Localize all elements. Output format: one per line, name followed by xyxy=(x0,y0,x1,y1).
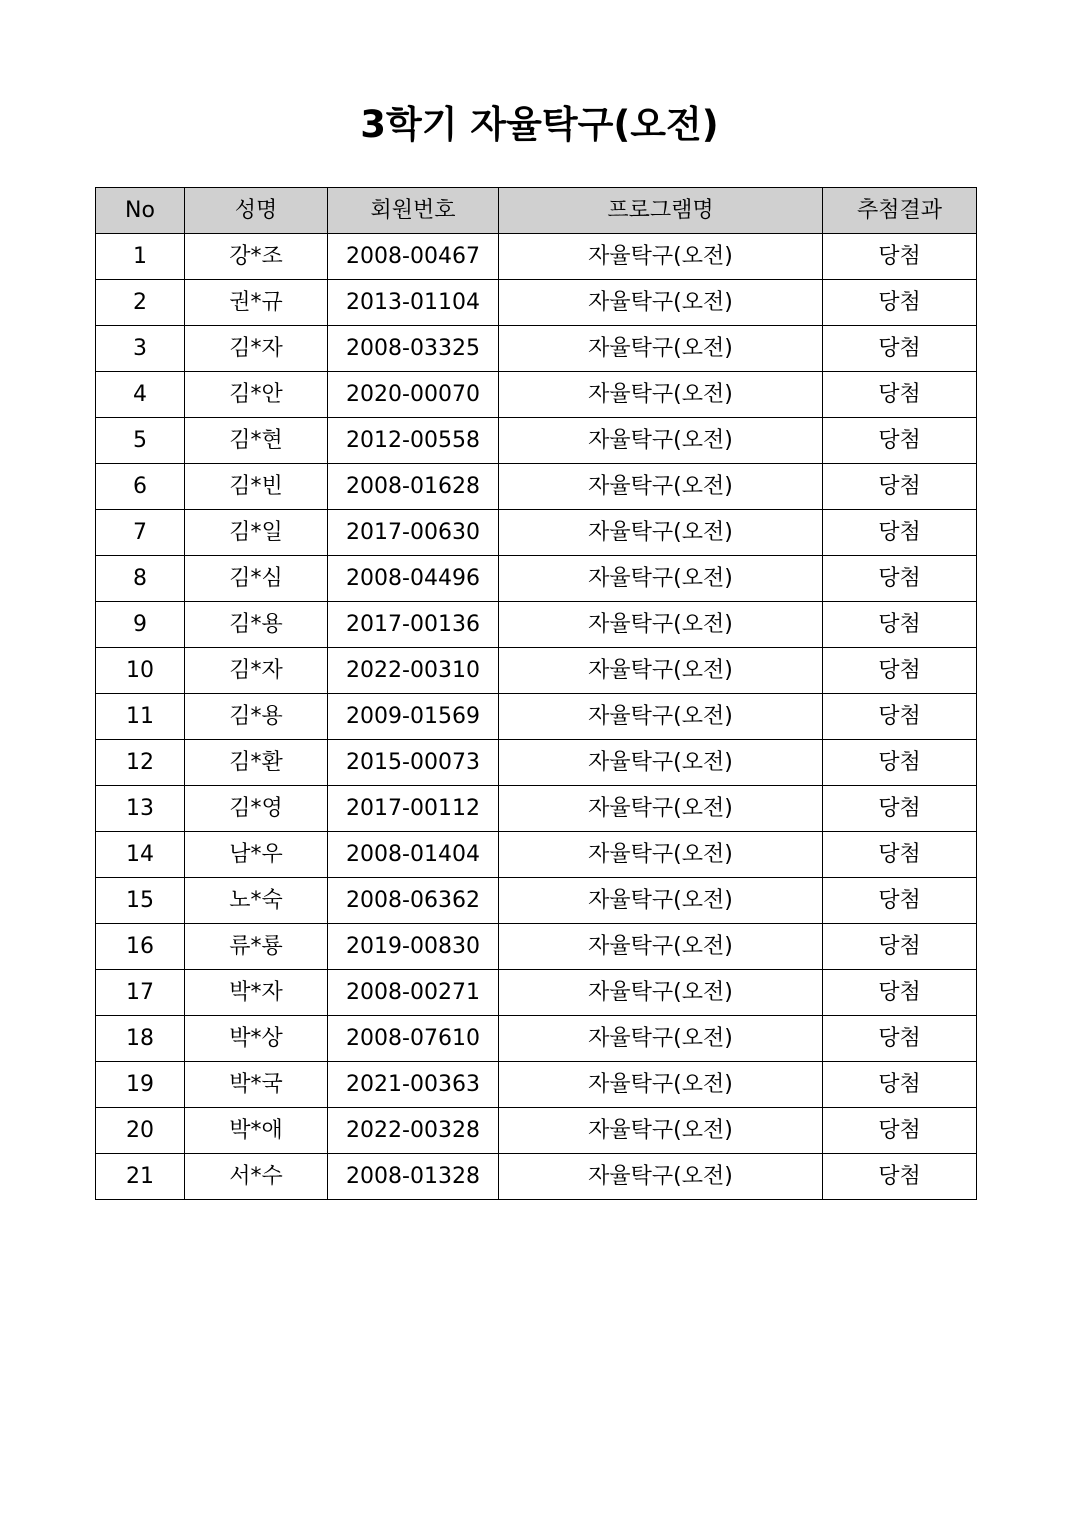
cell-program-name: 자율탁구(오전) xyxy=(499,556,823,602)
cell-member-number: 2022-00328 xyxy=(328,1108,499,1154)
cell-draw-result: 당첨 xyxy=(823,878,977,924)
cell-no: 20 xyxy=(96,1108,185,1154)
table-row xyxy=(96,694,977,740)
table-row xyxy=(96,1108,977,1154)
cell-name: 김*용 xyxy=(185,694,328,740)
cell-no: 13 xyxy=(96,786,185,832)
cell-name: 김*환 xyxy=(185,740,328,786)
cell-program-name: 자율탁구(오전) xyxy=(499,1016,823,1062)
table-row xyxy=(96,1154,977,1200)
cell-program-name: 자율탁구(오전) xyxy=(499,418,823,464)
header-member-number: 회원번호 xyxy=(328,188,499,234)
cell-member-number: 2015-00073 xyxy=(328,740,499,786)
table-row xyxy=(96,234,977,280)
cell-draw-result: 당첨 xyxy=(823,602,977,648)
cell-name: 김*안 xyxy=(185,372,328,418)
cell-member-number: 2008-03325 xyxy=(328,326,499,372)
cell-no: 5 xyxy=(96,418,185,464)
cell-no: 3 xyxy=(96,326,185,372)
cell-name: 노*숙 xyxy=(185,878,328,924)
cell-name: 박*국 xyxy=(185,1062,328,1108)
cell-name: 남*우 xyxy=(185,832,328,878)
table-row xyxy=(96,1062,977,1108)
cell-no: 7 xyxy=(96,510,185,556)
cell-draw-result: 당첨 xyxy=(823,556,977,602)
cell-program-name: 자율탁구(오전) xyxy=(499,372,823,418)
cell-program-name: 자율탁구(오전) xyxy=(499,234,823,280)
table-row xyxy=(96,740,977,786)
cell-program-name: 자율탁구(오전) xyxy=(499,924,823,970)
cell-name: 김*자 xyxy=(185,648,328,694)
cell-name: 권*규 xyxy=(185,280,328,326)
table-row xyxy=(96,970,977,1016)
cell-name: 서*수 xyxy=(185,1154,328,1200)
table-row xyxy=(96,786,977,832)
cell-no: 4 xyxy=(96,372,185,418)
cell-program-name: 자율탁구(오전) xyxy=(499,832,823,878)
cell-member-number: 2013-01104 xyxy=(328,280,499,326)
cell-member-number: 2012-00558 xyxy=(328,418,499,464)
cell-program-name: 자율탁구(오전) xyxy=(499,1108,823,1154)
cell-draw-result: 당첨 xyxy=(823,418,977,464)
table-row xyxy=(96,556,977,602)
cell-draw-result: 당첨 xyxy=(823,280,977,326)
cell-name: 류*룡 xyxy=(185,924,328,970)
cell-draw-result: 당첨 xyxy=(823,694,977,740)
cell-no: 1 xyxy=(96,234,185,280)
cell-member-number: 2017-00136 xyxy=(328,602,499,648)
header-no: No xyxy=(96,188,185,234)
cell-name: 김*영 xyxy=(185,786,328,832)
cell-no: 21 xyxy=(96,1154,185,1200)
cell-draw-result: 당첨 xyxy=(823,648,977,694)
cell-no: 19 xyxy=(96,1062,185,1108)
cell-draw-result: 당첨 xyxy=(823,832,977,878)
cell-name: 김*빈 xyxy=(185,464,328,510)
cell-name: 김*현 xyxy=(185,418,328,464)
cell-member-number: 2008-07610 xyxy=(328,1016,499,1062)
cell-draw-result: 당첨 xyxy=(823,1016,977,1062)
table-row xyxy=(96,326,977,372)
cell-draw-result: 당첨 xyxy=(823,234,977,280)
cell-no: 6 xyxy=(96,464,185,510)
table-row xyxy=(96,464,977,510)
cell-name: 김*일 xyxy=(185,510,328,556)
cell-no: 16 xyxy=(96,924,185,970)
cell-member-number: 2008-06362 xyxy=(328,878,499,924)
cell-draw-result: 당첨 xyxy=(823,924,977,970)
cell-program-name: 자율탁구(오전) xyxy=(499,878,823,924)
cell-member-number: 2008-04496 xyxy=(328,556,499,602)
cell-program-name: 자율탁구(오전) xyxy=(499,326,823,372)
cell-member-number: 2017-00112 xyxy=(328,786,499,832)
cell-member-number: 2019-00830 xyxy=(328,924,499,970)
cell-no: 14 xyxy=(96,832,185,878)
cell-member-number: 2008-01628 xyxy=(328,464,499,510)
cell-program-name: 자율탁구(오전) xyxy=(499,694,823,740)
cell-no: 8 xyxy=(96,556,185,602)
cell-member-number: 2021-00363 xyxy=(328,1062,499,1108)
cell-program-name: 자율탁구(오전) xyxy=(499,510,823,556)
cell-member-number: 2008-01404 xyxy=(328,832,499,878)
table-row xyxy=(96,510,977,556)
cell-no: 2 xyxy=(96,280,185,326)
cell-draw-result: 당첨 xyxy=(823,464,977,510)
cell-name: 김*자 xyxy=(185,326,328,372)
header-draw-result: 추첨결과 xyxy=(823,188,977,234)
cell-member-number: 2022-00310 xyxy=(328,648,499,694)
cell-draw-result: 당첨 xyxy=(823,372,977,418)
table-row xyxy=(96,832,977,878)
table-header-row xyxy=(96,188,977,234)
cell-no: 10 xyxy=(96,648,185,694)
cell-program-name: 자율탁구(오전) xyxy=(499,280,823,326)
cell-no: 12 xyxy=(96,740,185,786)
cell-draw-result: 당첨 xyxy=(823,740,977,786)
cell-member-number: 2008-01328 xyxy=(328,1154,499,1200)
cell-draw-result: 당첨 xyxy=(823,326,977,372)
cell-name: 박*상 xyxy=(185,1016,328,1062)
cell-program-name: 자율탁구(오전) xyxy=(499,464,823,510)
cell-name: 김*심 xyxy=(185,556,328,602)
cell-name: 김*용 xyxy=(185,602,328,648)
page-title: 3학기 자율탁구(오전) xyxy=(360,103,719,146)
cell-program-name: 자율탁구(오전) xyxy=(499,602,823,648)
cell-program-name: 자율탁구(오전) xyxy=(499,786,823,832)
lottery-result-table xyxy=(95,187,977,1200)
cell-member-number: 2008-00271 xyxy=(328,970,499,1016)
cell-draw-result: 당첨 xyxy=(823,1108,977,1154)
table-row xyxy=(96,280,977,326)
cell-draw-result: 당첨 xyxy=(823,970,977,1016)
cell-name: 박*자 xyxy=(185,970,328,1016)
cell-draw-result: 당첨 xyxy=(823,786,977,832)
cell-no: 9 xyxy=(96,602,185,648)
cell-draw-result: 당첨 xyxy=(823,1062,977,1108)
cell-program-name: 자율탁구(오전) xyxy=(499,1062,823,1108)
table-body xyxy=(96,234,977,1200)
cell-member-number: 2008-00467 xyxy=(328,234,499,280)
cell-draw-result: 당첨 xyxy=(823,1154,977,1200)
cell-program-name: 자율탁구(오전) xyxy=(499,970,823,1016)
table-row xyxy=(96,372,977,418)
table-row xyxy=(96,648,977,694)
cell-name: 강*조 xyxy=(185,234,328,280)
cell-no: 17 xyxy=(96,970,185,1016)
cell-program-name: 자율탁구(오전) xyxy=(499,648,823,694)
cell-member-number: 2017-00630 xyxy=(328,510,499,556)
cell-member-number: 2020-00070 xyxy=(328,372,499,418)
cell-no: 18 xyxy=(96,1016,185,1062)
table-row xyxy=(96,924,977,970)
cell-name: 박*애 xyxy=(185,1108,328,1154)
table-row xyxy=(96,1016,977,1062)
cell-program-name: 자율탁구(오전) xyxy=(499,1154,823,1200)
table-row xyxy=(96,602,977,648)
cell-no: 15 xyxy=(96,878,185,924)
table-row xyxy=(96,878,977,924)
cell-draw-result: 당첨 xyxy=(823,510,977,556)
cell-member-number: 2009-01569 xyxy=(328,694,499,740)
cell-no: 11 xyxy=(96,694,185,740)
cell-program-name: 자율탁구(오전) xyxy=(499,740,823,786)
header-program-name: 프로그램명 xyxy=(499,188,823,234)
table-row xyxy=(96,418,977,464)
header-name: 성명 xyxy=(185,188,328,234)
